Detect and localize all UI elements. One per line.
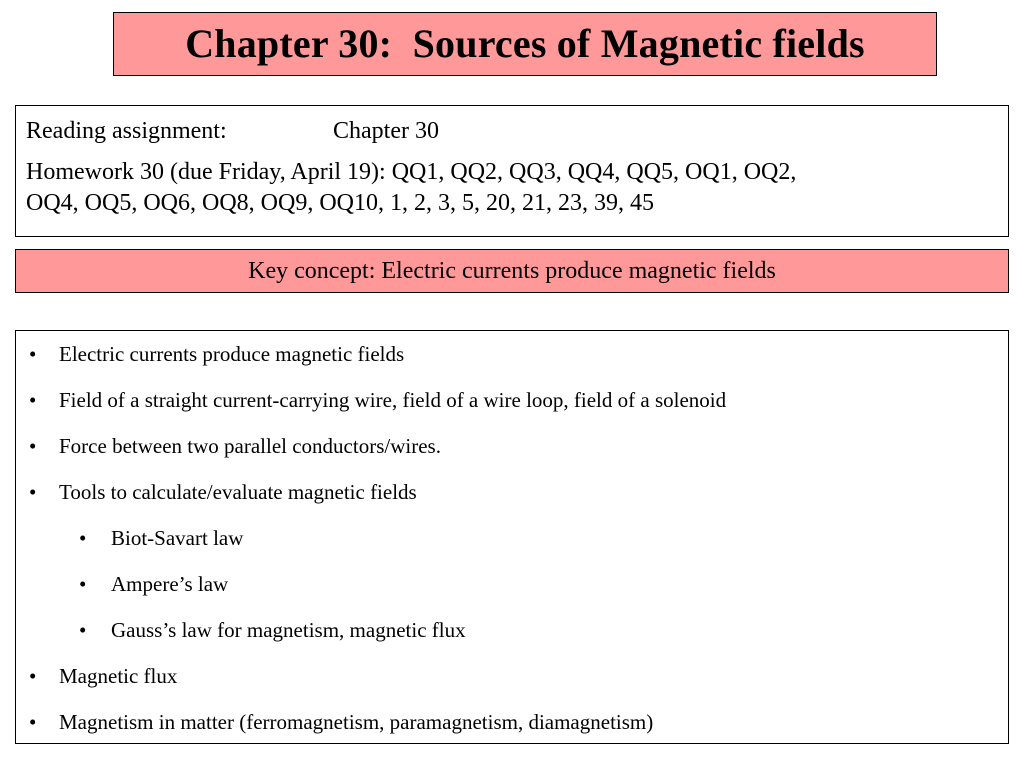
sub-topic-item	[16, 615, 1008, 661]
assignment-box	[15, 105, 1009, 237]
bullet-icon: •	[29, 434, 37, 458]
topics-box	[15, 330, 1009, 744]
topic-text: Ampere’s law	[111, 572, 229, 596]
topic-text: Magnetic flux	[59, 664, 178, 688]
bullet-icon: •	[79, 618, 87, 642]
homework-line-2: OQ4, OQ5, OQ6, OQ8, OQ9, OQ10, 1, 2, 3, 5, 20, 21, 23, 39, 45	[26, 190, 654, 216]
bullet-icon: •	[29, 664, 37, 688]
reading-assignment-label: Reading assignment:	[26, 118, 227, 144]
topic-item	[16, 385, 1008, 431]
page-title: Chapter 30: Sources of Magnetic fields	[185, 21, 865, 66]
sub-topic-item	[16, 569, 1008, 615]
sub-topic-item	[16, 523, 1008, 569]
reading-assignment-row	[26, 116, 998, 147]
topic-text: Electric currents produce magnetic fields	[59, 342, 405, 366]
homework-line-1: Homework 30 (due Friday, April 19): QQ1, QQ2, QQ3, QQ4, QQ5, OQ1, OQ2,	[26, 159, 797, 185]
title-box	[113, 12, 937, 76]
bullet-icon: •	[29, 342, 37, 366]
topic-item	[16, 661, 1008, 707]
bullet-icon: •	[29, 480, 37, 504]
topic-item	[16, 477, 1008, 523]
bullet-icon: •	[79, 526, 87, 550]
bullet-icon: •	[79, 572, 87, 596]
topic-text: Force between two parallel conductors/wires.	[59, 434, 441, 458]
topic-text: Magnetism in matter (ferromagnetism, paramagnetism, diamagnetism)	[59, 710, 654, 734]
topics-list	[16, 339, 1008, 753]
reading-assignment-value: Chapter 30	[333, 118, 439, 144]
bullet-icon: •	[29, 388, 37, 412]
topic-item	[16, 339, 1008, 385]
key-concept-box	[15, 249, 1009, 293]
topic-text: Field of a straight current-carrying wire, field of a wire loop, field of a solenoid	[59, 388, 727, 412]
topic-text: Tools to calculate/evaluate magnetic fields	[59, 480, 417, 504]
topic-text: Gauss’s law for magnetism, magnetic flux	[111, 618, 466, 642]
topic-item	[16, 431, 1008, 477]
key-concept-text: Key concept: Electric currents produce magnetic fields	[248, 257, 776, 284]
bullet-icon: •	[29, 710, 37, 734]
topic-item	[16, 707, 1008, 753]
topic-text: Biot-Savart law	[111, 526, 244, 550]
